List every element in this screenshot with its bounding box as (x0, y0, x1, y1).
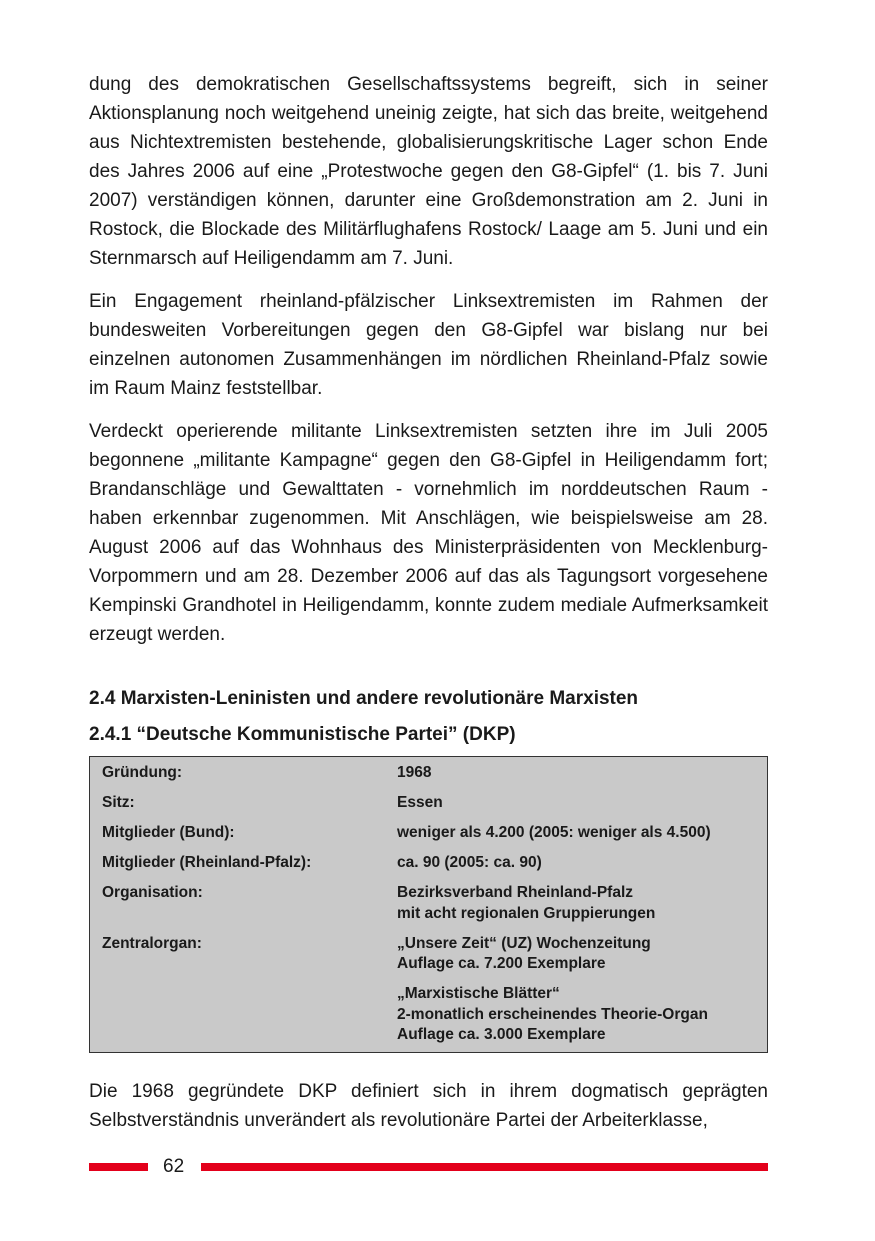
paragraph-rlp-engagement: Ein Engagement rheinland-pfälzischer Linksextremisten im Rahmen der bundesweiten Vorbereitungen gegen den G8-Gipfel war bislang nur bei einzelnen autonomen Zusammenhängen im nördlichen Rheinland-Pfalz sowie im Raum Mainz feststellbar. (89, 291, 768, 399)
factbox-value: ca. 90 (2005: ca. 90) (397, 854, 542, 871)
factbox-value-line: Bezirksverband Rheinland-Pfalz (397, 884, 634, 901)
footer-accent-bar-right (201, 1163, 768, 1171)
factbox-value: 1968 (397, 764, 432, 781)
factbox-row-gruendung (102, 763, 755, 784)
page-footer (89, 1154, 768, 1180)
paragraph-militante-kampagne: Verdeckt operierende militante Linksextremisten setzten ihre im Juli 2005 begonnene „militante Kampagne“ gegen den G8-Gipfel in Heiligendamm fort; Brandanschläge und Gewalttaten - vornehmlich im norddeutschen Raum - haben erkennbar zugenommen. Mit Anschlägen, wie beispielsweise am 28. August 2006 auf das Wohnhaus des Ministerpräsidenten von Mecklenburg-Vorpommern und am 28. Dezember 2006 auf das als Tagungsort vorgesehene Kempinski Grandhotel in Heiligendamm, konnte zudem mediale Aufmerksamkeit erzeugt werden. (89, 421, 768, 645)
section-heading: 2.4 Marxisten-Leninisten und andere revolutionäre Marxisten (89, 688, 639, 709)
page-number: 62 (163, 1156, 185, 1177)
factbox-value-line: 2-monatlich erscheinendes Theorie-Organ (397, 1005, 708, 1023)
factbox-row-zentralorgan (102, 934, 755, 975)
factbox-label: Mitglieder (Rheinland-Pfalz): (102, 854, 312, 871)
factbox-label: Sitz: (102, 794, 135, 811)
factbox-label: Mitglieder (Bund): (102, 824, 235, 841)
factbox-row-mitglieder-bund (102, 823, 755, 844)
factbox-label: Organisation: (102, 884, 203, 901)
factbox-value-line: Auflage ca. 7.200 Exemplare (397, 955, 606, 972)
factbox-row-zusatz (102, 984, 755, 1046)
factbox-row-organisation (102, 883, 755, 924)
factbox-value: weniger als 4.200 (2005: weniger als 4.500) (397, 824, 711, 841)
paragraph-dkp-selbstverstaendnis: Die 1968 gegründete DKP definiert sich in ihrem dogmatisch geprägten Selbstverständnis unverändert als revolutionäre Partei der Arbeiterklasse, (89, 1080, 768, 1131)
factbox-label: Zentralorgan: (102, 934, 202, 952)
footer-accent-bar-left (89, 1163, 148, 1171)
factbox-value (397, 984, 755, 1046)
subsection-heading: 2.4.1 “Deutsche Kommunistische Partei” (DKP) (89, 724, 516, 745)
factbox-value (397, 934, 755, 975)
paragraph-g8-protestwoche: dung des demokratischen Gesellschaftssystems begreift, sich in seiner Aktionsplanung noch weitgehend uneinig zeigte, hat sich das breite, weitgehend aus Nichtextremisten bestehende, globalisierungskritische Lager schon Ende des Jahres 2006 auf eine „Protestwoche gegen den G8-Gipfel“ (1. bis 7. Juni 2007) verständigen können, darunter eine Großdemonstration am 2. Juni in Rostock, die Blockade des Militärflughafens Rostock/ Laage am 5. Juni und ein Sternmarsch auf Heiligendamm am 7. Juni. (89, 74, 768, 269)
factbox-label-empty (102, 984, 397, 1046)
factbox-value: Essen (397, 794, 443, 811)
factbox-row-sitz (102, 793, 755, 814)
factbox-value-line: Auflage ca. 3.000 Exemplare (397, 1026, 606, 1043)
factbox-value-line: „Unsere Zeit“ (UZ) Wochenzeitung (397, 934, 651, 952)
factbox-value-line: „Marxistische Blätter“ (397, 985, 560, 1002)
page-content (89, 70, 768, 1149)
factbox-row-mitglieder-rlp (102, 853, 755, 874)
dkp-factbox (89, 756, 768, 1053)
factbox-label: Gründung: (102, 764, 183, 781)
factbox-value-line: mit acht regionalen Gruppierungen (397, 904, 656, 922)
factbox-value (397, 883, 755, 924)
